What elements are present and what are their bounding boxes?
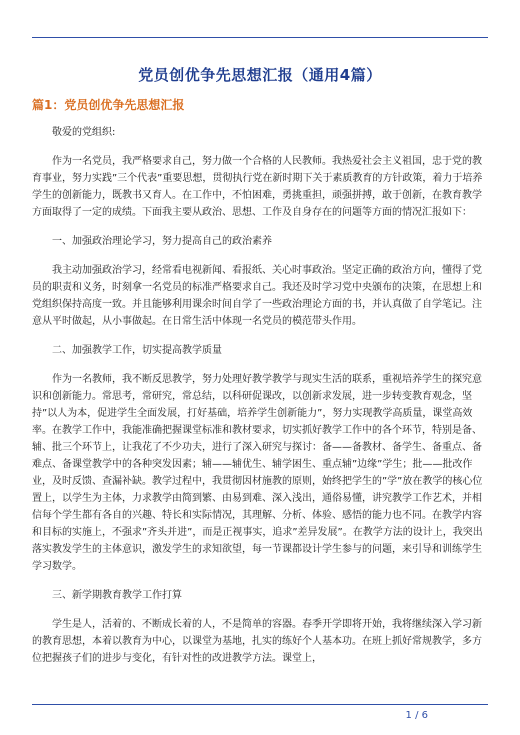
salutation: 敬爱的党组织: bbox=[52, 127, 116, 138]
heading-politics: 一、加强政治理论学习，努力提高自己的政治素养 bbox=[52, 236, 272, 247]
document-body bbox=[32, 124, 488, 667]
paragraph-intro: 作为一名党员，我严格要求自己，努力做一个合格的人民教师。我热爱社会主义祖国，忠于党的教育事业，努力实践”三个代表”重要思想，贯彻执行党在新时期下关于素质教育的方针政策，着力于培养学生的创新能力，既教书又育人。在工作中，不怕困难，勇挑重担，顽强拼搏，敢于创新，在教育教学方面取得了一定的成绩。下面我主要从政治、思想、工作及自身存在的问题等方面的情况汇报如下： bbox=[32, 156, 483, 218]
footer-rule bbox=[32, 704, 488, 705]
heading-plan: 三、新学期教育教学工作打算 bbox=[52, 590, 182, 601]
section-title: 篇1：党员创优争先思想汇报 bbox=[32, 98, 185, 112]
heading-teaching: 二、加强教学工作，切实提高教学质量 bbox=[52, 345, 222, 356]
paragraph-plan: 学生是人，活着的、不断成长着的人，不是简单的容器。春季开学即将开始，我将继续深入学习新的教育思想，本着以教育为中心，以课堂为基地，扎实的练好个人基本功。在班上抓好常规教学，多方位把握孩子们的进步与变化，有针对性的改进教学方法。课堂上， bbox=[32, 619, 482, 664]
document-title: 党员创优争先思想汇报（通用4篇） bbox=[138, 66, 382, 84]
page-number: 1 / 6 bbox=[405, 710, 428, 721]
paragraph-teaching: 作为一名教师，我不断反思教学，努力处理好教学教学与现实生活的联系，重视培养学生的探究意识和创新能力。常思考，常研究，常总结，以科研促课改，以创新求发展，进一步转变教育观念，坚持”以人为本，促进学生全面发展，打好基础，培养学生创新能力”，努力实现教学高质量，课堂高效率。在教学工作中，我能准确把握课堂标准和教材要求，切实抓好教学工作中的各个环节，特别是备、辅、批三个环节上，让我花了不少功夫，进行了深入研究与探讨：备——备教材、备学生、备重点、备难点、备课堂教学中的各种突发因素；辅——辅优生、辅学困生、重点辅”边缘”学生；批——批改作业，及时反馈、查漏补缺。教学过程中，我贯彻因材施教的原则，始终把学生的”学”放在教学的核心位置上，以学生为主体，力求教学由简到繁、由易到难、深入浅出，通俗易懂，讲究教学工作艺术，并相信每个学生都有各自的兴趣、特长和实际情况，其理解、分析、体验、感悟的能力也不同。在教学内容和目标的实施上，不强求”齐头并进”，而是正视事实，追求”差异发展”。在教学方法的设计上，我突出落实教发学生的主体意识，激发学生的求知欲望，每一节课都设计学生参与的问题，来引导和训练学生学习数学。 bbox=[32, 374, 483, 572]
paragraph-politics: 我主动加强政治学习，经常看电视新闻、看报纸、关心时事政治。坚定正确的政治方向，懂得了党员的职责和义务，时刻拿一名党员的标准严格要求自己。我还及时学习党中央颁布的决策，在思想上和党组织保持高度一致。并且能够利用课余时间自学了一些政治理论方面的书，并认真做了自学笔记。注意从平时做起，从小事做起。在日常生活中体现一名党员的模范带头作用。 bbox=[32, 265, 482, 327]
header-rule bbox=[32, 37, 488, 38]
